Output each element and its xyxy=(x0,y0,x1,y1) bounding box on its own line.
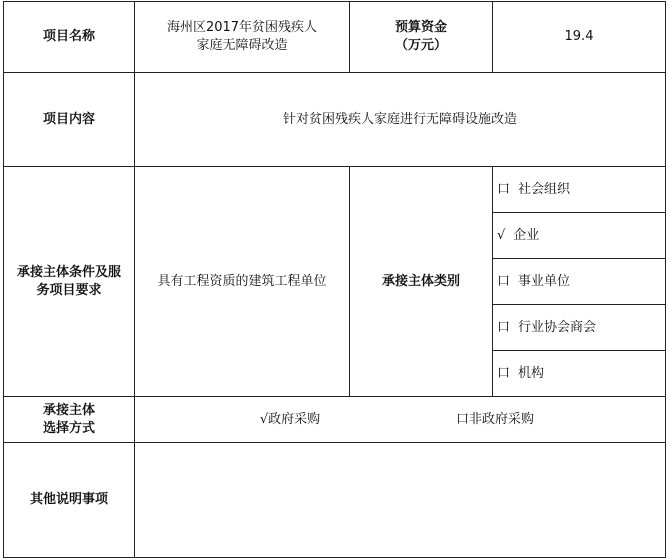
project-name-line1: 海州区2017年贫困残疾人 xyxy=(166,20,318,35)
option-label: 企业 xyxy=(513,227,540,243)
other-notes-label: 其他说明事项 xyxy=(29,492,108,507)
grid-line xyxy=(3,557,666,558)
option-enterprise xyxy=(493,213,665,258)
grid-line xyxy=(665,1,666,558)
checkbox-mark: 口 xyxy=(497,273,511,289)
requirements-label-line1: 承接主体条件及服 xyxy=(16,264,121,280)
budget-label xyxy=(350,2,492,72)
selection-method-label xyxy=(4,397,134,442)
project-content-value: 针对贫困残疾人家庭进行无障碍设施改造 xyxy=(282,111,517,127)
option-label: 行业协会商会 xyxy=(518,319,597,335)
checkbox-mark: 口 xyxy=(497,319,511,335)
other-notes-value xyxy=(135,443,665,557)
project-name-line2: 家庭无障碍改造 xyxy=(196,38,288,53)
selection-method-line2: 选择方式 xyxy=(42,420,95,436)
option-agency xyxy=(493,351,665,396)
project-name-label: 项目名称 xyxy=(42,29,95,44)
non-gov-procurement-option: 口非政府采购 xyxy=(455,411,534,427)
requirements-label-line2: 务项目要求 xyxy=(36,282,102,298)
budget-label-line2: （万元） xyxy=(394,38,447,53)
option-public-institution xyxy=(493,259,665,304)
selection-method-line1: 承接主体 xyxy=(42,402,95,418)
project-content-label: 项目内容 xyxy=(42,111,95,127)
budget-value: 19.4 xyxy=(564,29,594,44)
option-label: 事业单位 xyxy=(518,273,571,289)
project-name-value xyxy=(135,2,349,72)
requirements-label xyxy=(4,167,134,396)
option-industry-association xyxy=(493,305,665,350)
gov-procurement-option: √政府采购 xyxy=(259,411,321,427)
budget-label-line1: 预算资金 xyxy=(394,20,447,35)
checkbox-mark: √ xyxy=(497,227,506,243)
option-label: 社会组织 xyxy=(518,181,571,197)
option-social-org xyxy=(493,167,665,212)
checkbox-mark: 口 xyxy=(497,365,511,381)
requirements-value: 具有工程资质的建筑工程单位 xyxy=(157,273,327,289)
entity-type-label: 承接主体类别 xyxy=(381,273,460,289)
option-label: 机构 xyxy=(518,365,545,381)
checkbox-mark: 口 xyxy=(497,181,511,197)
